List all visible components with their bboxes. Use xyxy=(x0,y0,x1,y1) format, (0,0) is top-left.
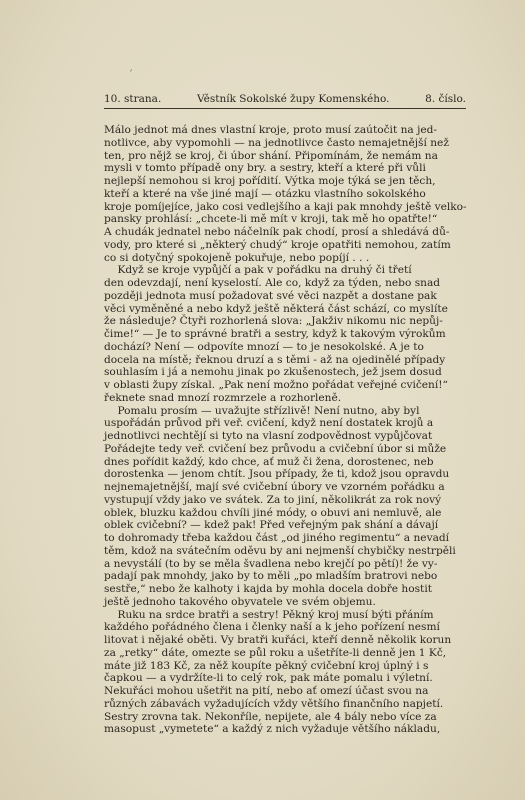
text-line: kroje pomíjejíce, jako cosi vedlejšího a kaji pak mnohdy ještě velko- xyxy=(104,200,467,213)
text-line: dnes pořídit každý, kdo chce, ať muž či žena, dorostenec, neb xyxy=(104,455,434,468)
text-line: čapkou — a vydržíte-li to celý rok, pak máte pomalu i výletní. xyxy=(104,672,433,685)
text-line: Pomalu prosím — uvažujte střízlivě! Není nutno, aby byl xyxy=(104,404,420,417)
text-line: kteří a které na vše jiné mají — otázku vlastního sokolského xyxy=(104,187,426,200)
text-line: den odevzdají, není kyselostí. Ale co, když za týden, nebo snad xyxy=(104,277,441,289)
text-line: oblek, bluzku každou chvíli jiné módy, o obuvi ani nemluvě, ale xyxy=(104,506,442,519)
text-line: každého pořádného člena i členky naší a k jeho pořízení nesmí xyxy=(104,621,440,634)
text-line: v oblasti župy získal. „Pak není možno pořádat veřejné cvičení!“ xyxy=(104,379,448,391)
text-line: ještě jednoho takového obyvatele ve svém objemu. xyxy=(104,595,376,608)
text-line: vody, pro které si „některý chudý“ kroje opatřiti nemohou, zatím xyxy=(104,238,451,251)
text-line: docela na místě; řeknou druzí a s těmi - až na ojedinělé případy xyxy=(104,353,446,366)
text-line: sestře,“ nebo že kalhoty i kajda by mohla docela dobře hostit xyxy=(104,583,432,595)
text-line: čime!“ — Je to správné bratři a sestry, když k takovým výrokům xyxy=(104,328,446,340)
text-line: dorostenka — jenom chtít. Jsou případy, že ti, kdož jsou opravdu xyxy=(104,468,450,481)
text-line: věci vyměněné a nebo když ještě některá část schází, co myslíte xyxy=(104,302,448,315)
text-line: jednotlivci nechtějí si tyto na vlasní zodpovědnost vypůjčovat xyxy=(104,430,433,442)
text-line: nejnemajetnější, mají své cvičební úbory ve vzorném pořádku a xyxy=(104,481,445,493)
text-line: nejlepší nemohou si kroj pořídití. Výtka moje týká se jen těch, xyxy=(104,175,436,187)
text-line: notlivce, aby vypomohli — na jednotlivce často nemajetnější než xyxy=(104,136,449,149)
text-line: dochází? Není — odpovíte mnozí — to je nesokolské. A je to xyxy=(104,340,424,353)
text-line: těm, kdož na svátečním oděvu by ani nejmenší chybičky nestrpěli xyxy=(104,544,456,557)
journal-title: Věstník Sokolské župy Komenského. xyxy=(197,93,390,105)
text-line: padají pak mnohdy, jako by to měli „po mladším bratrovi nebo xyxy=(104,570,438,583)
text-line: souhlasím i já a nemohu jinak po zkušenostech, jež jsem dosud xyxy=(104,366,442,379)
page-header xyxy=(104,92,466,109)
text-line: uspořádán průvod při veř. cvičení, když není dostatek krojů a xyxy=(104,417,434,430)
text-line: Málo jednot má dnes vlastní kroje, proto musí zaútočit na jed- xyxy=(104,124,437,136)
text-line: to dohromady třeba každou část „od jiného regimentu“ a nevadí xyxy=(104,532,450,544)
text-line: Když se kroje vypůjčí a pak v pořádku na druhý či třetí xyxy=(104,264,412,277)
text-line: masopust „vymetete“ a každý z nich vyžaduje většího nákladu, xyxy=(104,723,441,736)
text-line: různých zábavách vyžadujících vždy většího finančního napjetí. xyxy=(104,697,444,710)
text-line: Pořádejte tedy veř. cvičení bez průvodu a cvičební úbor si může xyxy=(104,442,447,455)
text-line: za „retky“ dáte, omezte se půl roku a ušetříte-li denně jen 1 Kč, xyxy=(104,646,447,659)
issue-number: 8. číslo. xyxy=(425,93,466,105)
text-line: mysli v tomto případě ony bry. a sestry, kteří a které při vůli xyxy=(104,162,426,175)
text-line: později jednota musí požadovat své věci nazpět a dostane pak xyxy=(104,289,437,302)
text-line: Sestry zrovna tak. Nekonříle, nepijete, ale 4 bály nebo více za xyxy=(104,710,437,723)
ink-mark: ´ xyxy=(128,70,133,81)
text-line: a nevystálí (to by se měla švadlena nebo krejčí po pětí)! že vy- xyxy=(104,557,438,570)
text-line: vystupují vždy jako ve svátek. Za to jiní, několikrát za rok nový xyxy=(104,493,442,506)
text-line: litovat i nějaké oběti. Vy bratři kuřáci, kteří denně několik korun xyxy=(104,634,452,646)
text-line: pansky prohlásí: „chcete-li mě mít v kroji, tak mě ho opatřte!“ xyxy=(104,213,438,226)
article-body xyxy=(104,124,468,736)
page-number: 10. strana. xyxy=(104,93,162,105)
text-line: řeknete snad mnozí rozmrzele a rozhorleně. xyxy=(104,391,342,404)
text-line: oblek cvičební? — kdež pak! Před veřejným pak shání a dávají xyxy=(104,519,439,532)
text-line: co si dotyčný spokojeně pokuřuje, nebo popíjí . . . xyxy=(104,251,370,264)
text-line: Ruku na srdce bratři a sestry! Pěkný kroj musí býti přáním xyxy=(104,608,434,621)
text-line: ten, pro nějž se kroj, či úbor shání. Připomínám, že nemám na xyxy=(104,149,438,162)
text-line: že následuje? Čtyři rozhorlená slova: „Jakživ nikomu nic nepůj- xyxy=(104,315,443,328)
text-line: máte již 183 Kč, za něž koupíte pěkný cvičební kroj úplný i s xyxy=(104,659,429,672)
text-line: A chudák jednatel nebo náčelník pak chodí, prosí a shledává dů- xyxy=(104,226,450,238)
text-line: Nekuřáci mohou ušetřit na pití, nebo ať omezí účast svou na xyxy=(104,685,429,697)
